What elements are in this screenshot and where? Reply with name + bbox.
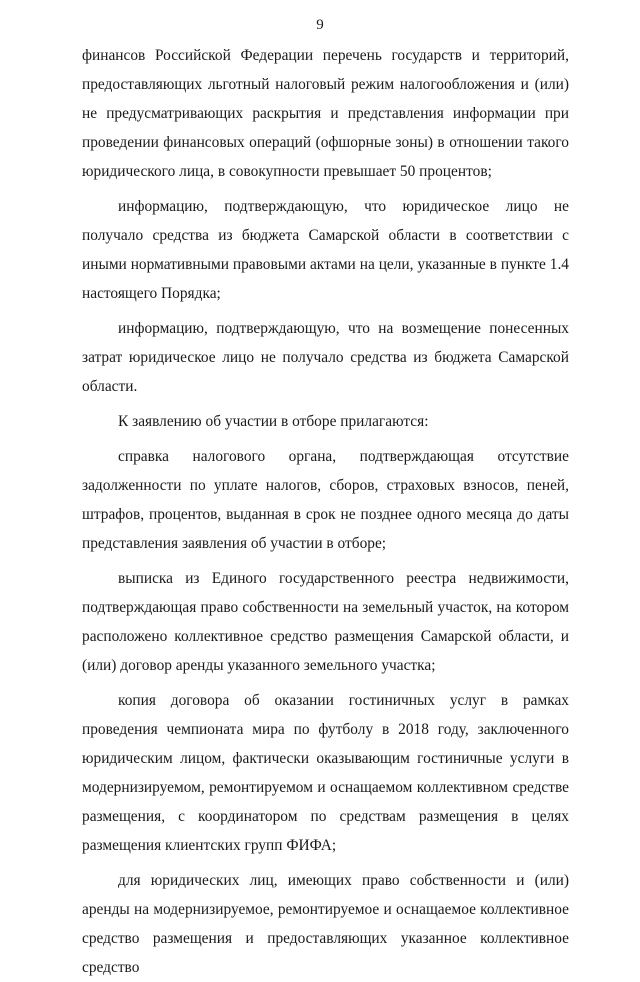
paragraph-continued-offshore-share: финансов Российской Федерации перечень государств и территорий, предоставляющих льготный налоговый режим налогообложения и (или) не предусматривающих раскрытия и представления информации при проведении финансовых операций (офшорные зоны) в отношении такого юридического лица, в совокупности превышает 50 процентов;	[82, 47, 569, 180]
paragraph-no-other-budget-funds: информацию, подтверждающую, что юридическое лицо не получало средства из бюджета Самарской области в соответствии с иными нормативными правовыми актами на цели, указанные в пункте 1.4 настоящего Порядка;	[82, 198, 569, 302]
paragraph-real-estate-extract: выписка из Единого государственного реестра недвижимости, подтверждающая право собственности на земельный участок, на котором расположено коллективное средство размещения Самарской области, и (или) договор аренды указанного земельного участка;	[82, 570, 569, 674]
paragraph-no-reimbursement-funds: информацию, подтверждающую, что на возмещение понесенных затрат юридическое лицо не получало средства из бюджета Самарской области.	[82, 320, 569, 395]
page-number: 9	[316, 17, 324, 33]
paragraph-ownership-lease: для юридических лиц, имеющих право собственности и (или) аренды на модернизируемое, ремонтируемое и оснащаемое коллективное средство размещения и предоставляющих указанное коллективное средство	[82, 872, 569, 976]
paragraph-attachments-heading: К заявлению об участии в отборе прилагаются:	[118, 413, 429, 430]
paragraph-tax-certificate: справка налогового органа, подтверждающая отсутствие задолженности по уплате налогов, сборов, страховых взносов, пеней, штрафов, процентов, выданная в срок не позднее одного месяца до даты представления заявления об участии в отборе;	[82, 448, 569, 552]
document-body	[82, 41, 569, 982]
paragraph-hotel-services-contract: копия договора об оказании гостиничных услуг в рамках проведения чемпионата мира по футболу в 2018 году, заключенного юридическим лицом, фактически оказывающим гостиничные услуги в модернизируемом, ремонтируемом и оснащаемом коллективном средстве размещения, с координатором по средствам размещения в целях размещения клиентских групп ФИФА;	[82, 692, 569, 854]
